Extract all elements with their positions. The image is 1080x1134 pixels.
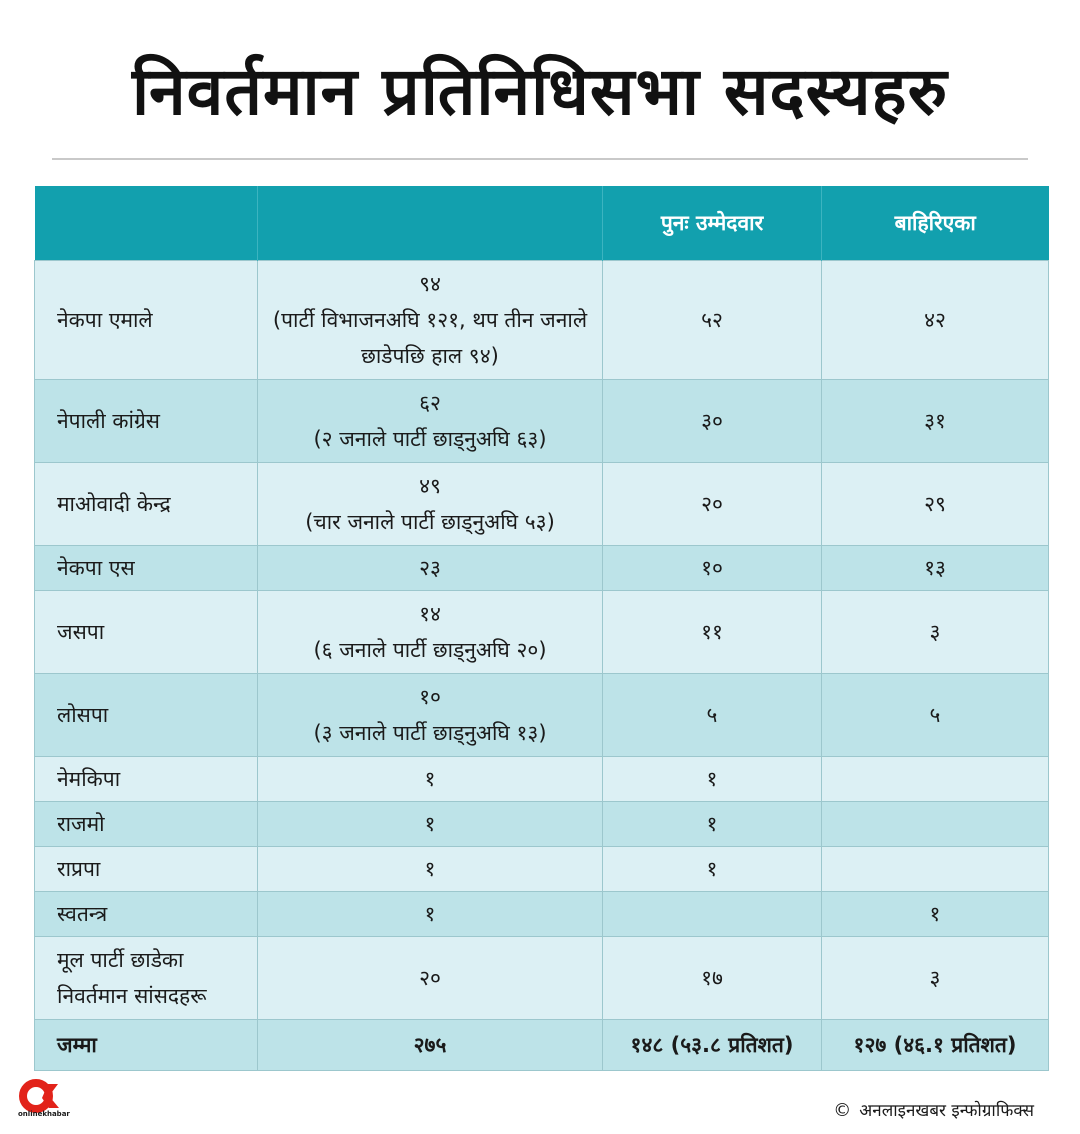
party-name: लोसपा xyxy=(35,674,258,757)
member-total: १ xyxy=(258,892,603,937)
member-total: ९४ xyxy=(419,272,441,296)
copyright-icon: © xyxy=(833,1100,852,1121)
total-label: जम्मा xyxy=(35,1020,258,1071)
member-total: २३ xyxy=(258,546,603,591)
total-row xyxy=(35,1020,1049,1071)
recandidate-count: १ xyxy=(603,847,822,892)
table-row xyxy=(35,380,1049,463)
table-row xyxy=(35,892,1049,937)
party-name: स्वतन्त्र xyxy=(35,892,258,937)
total-excluded: १२७ (४६.१ प्रतिशत) xyxy=(822,1020,1049,1071)
party-name: राप्रपा xyxy=(35,847,258,892)
member-total: १ xyxy=(258,847,603,892)
recandidate-count: ११ xyxy=(603,591,822,674)
excluded-count: ५ xyxy=(822,674,1049,757)
party-name: मूल पार्टी छाडेका निवर्तमान सांसदहरू xyxy=(35,937,258,1020)
party-name: राजमो xyxy=(35,802,258,847)
member-note: (चार जनाले पार्टी छाड्नुअघि ५३) xyxy=(305,510,555,534)
table-header-row xyxy=(35,186,1049,261)
excluded-count: ३ xyxy=(822,591,1049,674)
recandidate-count: ५ xyxy=(603,674,822,757)
header-total xyxy=(258,186,603,261)
table-row xyxy=(35,591,1049,674)
recandidate-count: २० xyxy=(603,463,822,546)
excluded-count: १ xyxy=(822,892,1049,937)
total-recandidate: १४८ (५३.८ प्रतिशत) xyxy=(603,1020,822,1071)
member-count xyxy=(258,591,603,674)
excluded-count: १३ xyxy=(822,546,1049,591)
member-total: १ xyxy=(258,757,603,802)
member-total: १ xyxy=(258,802,603,847)
table-row xyxy=(35,546,1049,591)
party-name: माओवादी केन्द्र xyxy=(35,463,258,546)
member-note: (६ जनाले पार्टी छाड्नुअघि २०) xyxy=(313,638,547,662)
page-title: निवर्तमान प्रतिनिधिसभा सदस्यहरु xyxy=(131,53,949,130)
member-count xyxy=(258,674,603,757)
member-count xyxy=(258,380,603,463)
party-name: नेमकिपा xyxy=(35,757,258,802)
excluded-count xyxy=(822,757,1049,802)
logo-text: onlinekhabar xyxy=(18,1110,70,1118)
table-row xyxy=(35,847,1049,892)
recandidate-count: १ xyxy=(603,802,822,847)
recandidate-count: १ xyxy=(603,757,822,802)
excluded-count xyxy=(822,847,1049,892)
header-excluded: बाहिरिएका xyxy=(822,186,1049,261)
member-total: ६२ xyxy=(419,391,441,415)
member-note: (२ जनाले पार्टी छाड्नुअघि ६३) xyxy=(313,427,547,451)
excluded-count xyxy=(822,802,1049,847)
title-divider xyxy=(52,158,1028,160)
member-count xyxy=(258,463,603,546)
recandidate-count: ५२ xyxy=(603,261,822,380)
member-total: ४९ xyxy=(419,474,441,498)
member-total: १४ xyxy=(419,602,441,626)
recandidate-count: १० xyxy=(603,546,822,591)
table-row xyxy=(35,463,1049,546)
excluded-count: २९ xyxy=(822,463,1049,546)
recandidate-count: ३० xyxy=(603,380,822,463)
party-name: नेपाली कांग्रेस xyxy=(35,380,258,463)
header-party xyxy=(35,186,258,261)
member-note: (पार्टी विभाजनअघि १२१, थप तीन जनाले छाडेपछि हाल ९४) xyxy=(272,308,588,368)
credit-text: अनलाइनखबर इन्फोग्राफिक्स xyxy=(859,1101,1034,1121)
recandidate-count: १७ xyxy=(603,937,822,1020)
total-members: २७५ xyxy=(258,1020,603,1071)
header-recandidate: पुनः उम्मेदवार xyxy=(603,186,822,261)
member-total: १० xyxy=(419,685,441,709)
excluded-count: ३ xyxy=(822,937,1049,1020)
credit-line xyxy=(833,1098,1034,1121)
members-table xyxy=(34,186,1049,1071)
member-note: (३ जनाले पार्टी छाड्नुअघि १३) xyxy=(313,721,547,745)
party-name: जसपा xyxy=(35,591,258,674)
table-row xyxy=(35,674,1049,757)
table-row xyxy=(35,757,1049,802)
party-name: नेकपा एमाले xyxy=(35,261,258,380)
excluded-count: ३१ xyxy=(822,380,1049,463)
member-total: २० xyxy=(258,937,603,1020)
table-row xyxy=(35,937,1049,1020)
party-name: नेकपा एस xyxy=(35,546,258,591)
excluded-count: ४२ xyxy=(822,261,1049,380)
member-count xyxy=(258,261,603,380)
table-row xyxy=(35,261,1049,380)
table-row xyxy=(35,802,1049,847)
recandidate-count xyxy=(603,892,822,937)
